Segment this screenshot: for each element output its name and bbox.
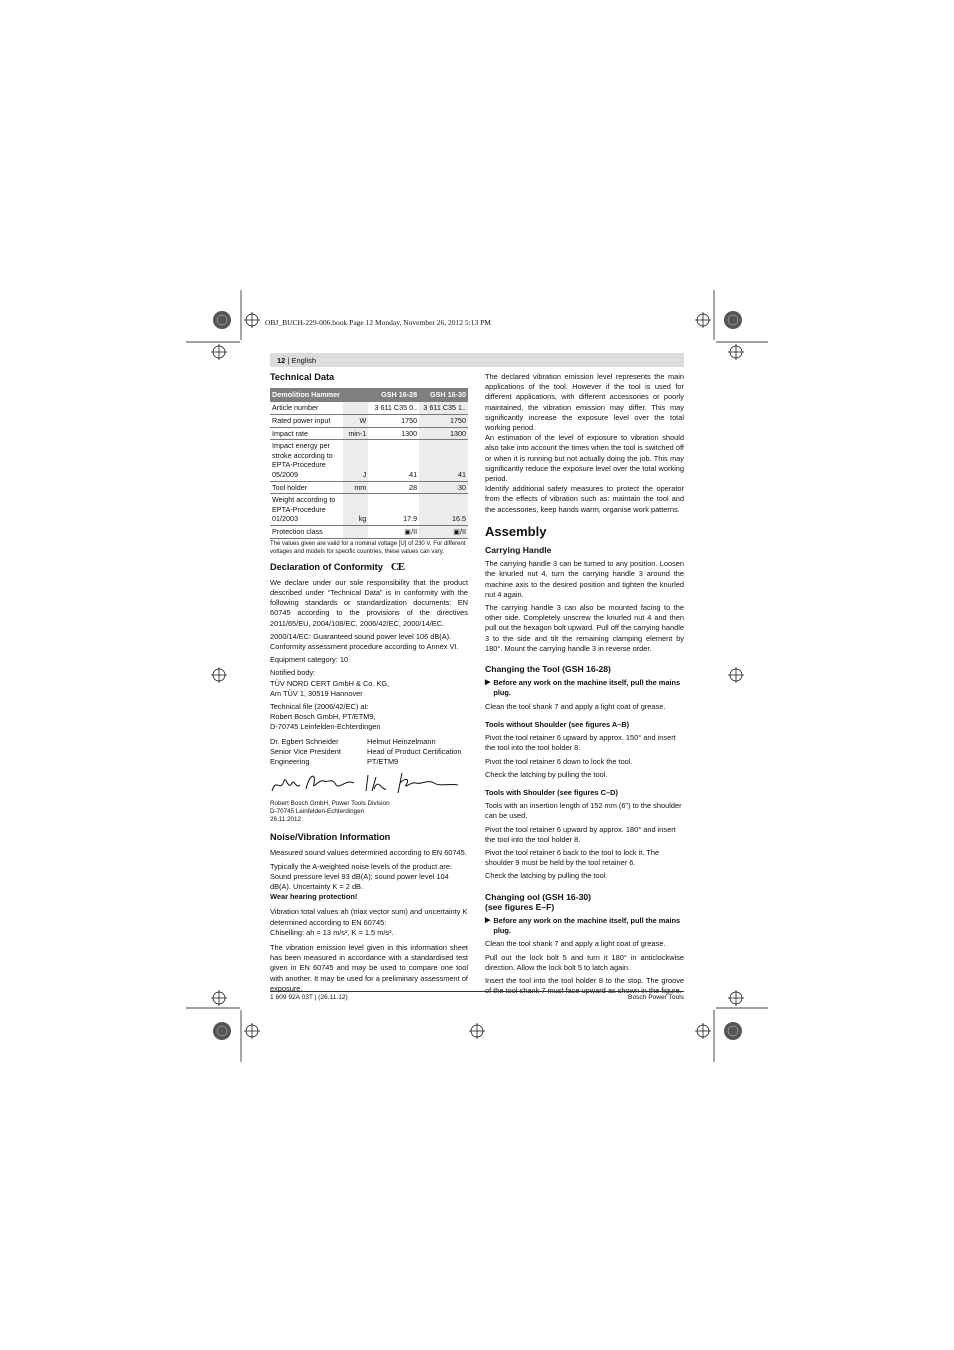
clean-text: Clean the tool shank 7 and apply a light coat of grease. (485, 939, 666, 949)
text-line: Am TÜV 1, 30519 Hannover (270, 688, 363, 698)
assembly-heading: Assembly (485, 523, 547, 539)
table-row (270, 402, 468, 414)
row-label: Impact rate (270, 427, 343, 440)
row-unit: J (343, 440, 369, 481)
row-value-1: 28 (368, 481, 419, 494)
row-value-2: ▣/II (419, 525, 468, 538)
noise-text: The vibration emission level given in this information sheet has been measured in accordance with a standardised test given in EN 60745 and may be used to compare one tool with another. It may be used for a preliminary assessment of exposure. (270, 943, 468, 993)
file-info: OBJ_BUCH-229-006.book Page 12 Monday, November 26, 2012 5:13 PM (265, 318, 491, 327)
text-line: D-70745 Leinfelden-Echterdingen (270, 722, 381, 732)
warning-text: Before any work on the machine itself, pull the mains plug. (493, 915, 681, 936)
row-value-2: 3 611 C35 1.. (419, 402, 468, 414)
vibration-text: The declared vibration emission level represents the main applications of the tool. However if the tool is used for different applications, with different accessories or poorly maintained, the vibration emission may differ. This may significantly increase the exposure level over the total working period. (485, 372, 684, 433)
changing-tool-28-heading: Changing the Tool (GSH 16-28) (485, 664, 611, 675)
row-value-2: 1300 (419, 427, 468, 440)
table-header-cell: Demolition Hammer (270, 388, 368, 402)
row-value-2: 1750 (419, 415, 468, 428)
language-label: English (291, 356, 317, 365)
signatory-right (367, 737, 464, 768)
vibration-text: An estimation of the level of exposure to vibration should also take into account the times when the tool is switched off or when it is running but not actually doing the job. This may significantly reduce the exposure level over the total working period. (485, 433, 684, 484)
text-line: Robert Bosch GmbH, PT/ETM9, (270, 712, 376, 722)
instruction-text: Pivot the tool retainer 6 back to the tool to lock it. The shoulder 9 must be held by the tool retainer 6. (485, 847, 660, 868)
table-row (270, 427, 468, 440)
text-line: 26.11.2012 (270, 816, 302, 824)
row-value-1: 17.9 (368, 494, 419, 526)
row-label: Weight according to EPTA-Procedure 01/2003 (270, 494, 343, 526)
row-value-1: 1750 (368, 415, 419, 428)
company-info (270, 800, 468, 824)
changing-tool-30-subheading: (see figures E–F) (485, 901, 555, 912)
row-label: Rated power input (270, 415, 343, 428)
with-shoulder-heading: Tools with Shoulder (see figures C–D) (485, 787, 618, 797)
triangle-icon: ▶ (485, 916, 491, 924)
row-unit: kg (343, 494, 369, 526)
noise-text: Vibration total values ah (triax vector sum) and uncertainty K determined according to EN 60745: (270, 907, 468, 927)
table-header-cell: GSH 16-30 (419, 388, 468, 402)
instruction-text: Pivot the tool retainer 6 down to lock the tool. (485, 756, 633, 766)
row-value-1: 1300 (368, 427, 419, 440)
signatory-left (270, 737, 367, 768)
carrying-text: The carrying handle 3 can be turned to any position. Loosen the knurled nut 4, turn the carrying handle 3 around the machine axis to the desired position and tighten the knurled nut 4 again. (485, 559, 684, 599)
instruction-text: Pivot the tool retainer 6 upward by approx. 180° and insert the tool into the tool holder 8. (485, 824, 676, 844)
clean-text: Clean the tool shank 7 and apply a light coat of grease. (485, 701, 666, 711)
hearing-warning: Wear hearing protection! (270, 892, 358, 902)
row-label: Impact energy per stroke according to EPTA-Procedure 05/2009 (270, 440, 343, 481)
declaration-title: Declaration of Conformity (270, 561, 383, 572)
row-unit (343, 402, 369, 414)
instruction-text: Check the latching by pulling the tool. (485, 769, 608, 779)
declaration-heading (270, 562, 468, 572)
warning-text: Before any work on the machine itself, pull the mains plug. (493, 678, 681, 698)
text-line: Technical file (2006/42/EC) at: (270, 701, 369, 711)
table-header-row (270, 388, 468, 402)
page-number: 12 (277, 356, 286, 365)
header-bar (270, 353, 684, 367)
noise-text: Measured sound values determined according to EN 60745. (270, 848, 467, 858)
technical-data-table (270, 388, 468, 538)
text-line: Helmut Heinzelmann (367, 736, 436, 746)
instruction-text: Pull out the lock bolt 5 and turn it 180° in anticlockwise direction. Allow the lock bolt 5 to latch again. (485, 952, 684, 972)
changing-tool-30-heading: Changing ool (GSH 16-30) (485, 891, 591, 902)
text-line: PT/ETM9 (367, 756, 399, 766)
noise-heading: Noise/Vibration Information (270, 832, 391, 843)
row-value-2: 30 (419, 481, 468, 494)
carrying-handle-heading: Carrying Handle (485, 545, 552, 556)
row-unit: min-1 (343, 427, 369, 440)
left-column (270, 372, 468, 997)
row-value-2: 16.5 (419, 494, 468, 526)
technical-data-heading: Technical Data (270, 372, 335, 382)
text-line: TÜV NORD CERT GmbH & Co. KG, (270, 678, 390, 688)
text-line: Robert Bosch GmbH, Power Tools Division (270, 800, 390, 808)
footer-left: 1 609 92A 03T | (26.11.12) (270, 994, 348, 1001)
row-label: Article number (270, 402, 343, 414)
notified-body (270, 668, 468, 699)
instruction-text: Insert the tool into the tool holder 8 to the stop. The groove of the tool shank 7 must face upward as shown in the figure. (485, 975, 684, 996)
row-unit: mm (343, 481, 369, 494)
row-value-2: 41 (419, 440, 468, 481)
instruction-text: Check the latching by pulling the tool. (485, 871, 608, 881)
row-unit (343, 525, 369, 538)
noise-text: Typically the A-weighted noise levels of the product are: Sound pressure level 93 dB(A); sound power level 104 dB(A). Uncertainty K = 2 dB. (270, 861, 452, 891)
table-row (270, 494, 468, 526)
row-value-1: ▣/II (368, 525, 419, 538)
row-label: Tool holder (270, 481, 343, 494)
technical-file (270, 702, 468, 733)
table-header-cell: GSH 16-28 (368, 388, 419, 402)
without-shoulder-heading: Tools without Shoulder (see figures A–B) (485, 719, 630, 729)
text-line: Notified body: (270, 668, 316, 678)
signatures-image (270, 769, 468, 799)
text-line: D-70745 Leinfelden-Echterdingen (270, 808, 365, 816)
table-note: The values given are valid for a nominal voltage [U] of 230 V. For different voltages and models for specific countries, these values can vary. (270, 540, 466, 556)
table-row (270, 415, 468, 428)
warning-item (485, 678, 684, 698)
text-line: Senior Vice President (270, 746, 341, 756)
row-value-1: 3 611 C35 0.. (368, 402, 419, 414)
text-line: Engineering (270, 756, 310, 766)
triangle-icon: ▶ (485, 679, 491, 687)
signatories (270, 737, 468, 768)
noise-text: Chiselling: ah = 13 m/s², K = 1.5 m/s². (270, 927, 394, 937)
text-line: Dr. Egbert Schneider (270, 736, 339, 746)
footer-right: Bosch Power Tools (628, 994, 684, 1001)
row-value-1: 41 (368, 440, 419, 481)
ce-mark: CE (390, 560, 405, 573)
carrying-text: The carrying handle 3 can also be mounted facing to the other side. Completely unscrew the knurled nut 4 and then pull out the hexagon bolt upward. Pull off the carrying handle 3 to the side and tilt the remaining clamping element by 180°. Mount the carrying handle 3 in reverse order. (485, 603, 684, 653)
instruction-text: Pivot the tool retainer 6 upward by approx. 150° and insert the tool into the tool holder 8. (485, 733, 676, 753)
declaration-text: Equipment category: 10 (270, 655, 349, 665)
vibration-text: Identify additional safety measures to protect the operator from the effects of vibration such as: maintain the tool and the accessories, keep hands warm, organise work patterns. (485, 484, 684, 514)
table-row (270, 481, 468, 494)
declaration-text: We declare under our sole responsibility that the product described under “Technical Data” is in conformity with the following standards or standardization documents: EN 60745 according to the provisions of the directives 2011/65/EU, 2004/108/EC, 2006/42/EC, 2000/14/EC. (270, 577, 468, 628)
table-row (270, 440, 468, 481)
instruction-text: Tools with an insertion length of 152 mm (6") to the shoulder can be used. (485, 801, 682, 821)
declaration-text: 2000/14/EC: Guaranteed sound power level 106 dB(A). Conformity assessment procedure according to Annex VI. (270, 631, 459, 651)
row-unit: W (343, 415, 369, 428)
warning-item (485, 916, 684, 936)
footer-rule (270, 991, 684, 992)
text-line: Head of Product Certification (367, 746, 462, 756)
row-label: Protection class (270, 525, 343, 538)
table-row (270, 525, 468, 538)
right-column (485, 372, 684, 999)
page-header: 12 | English (277, 356, 317, 365)
